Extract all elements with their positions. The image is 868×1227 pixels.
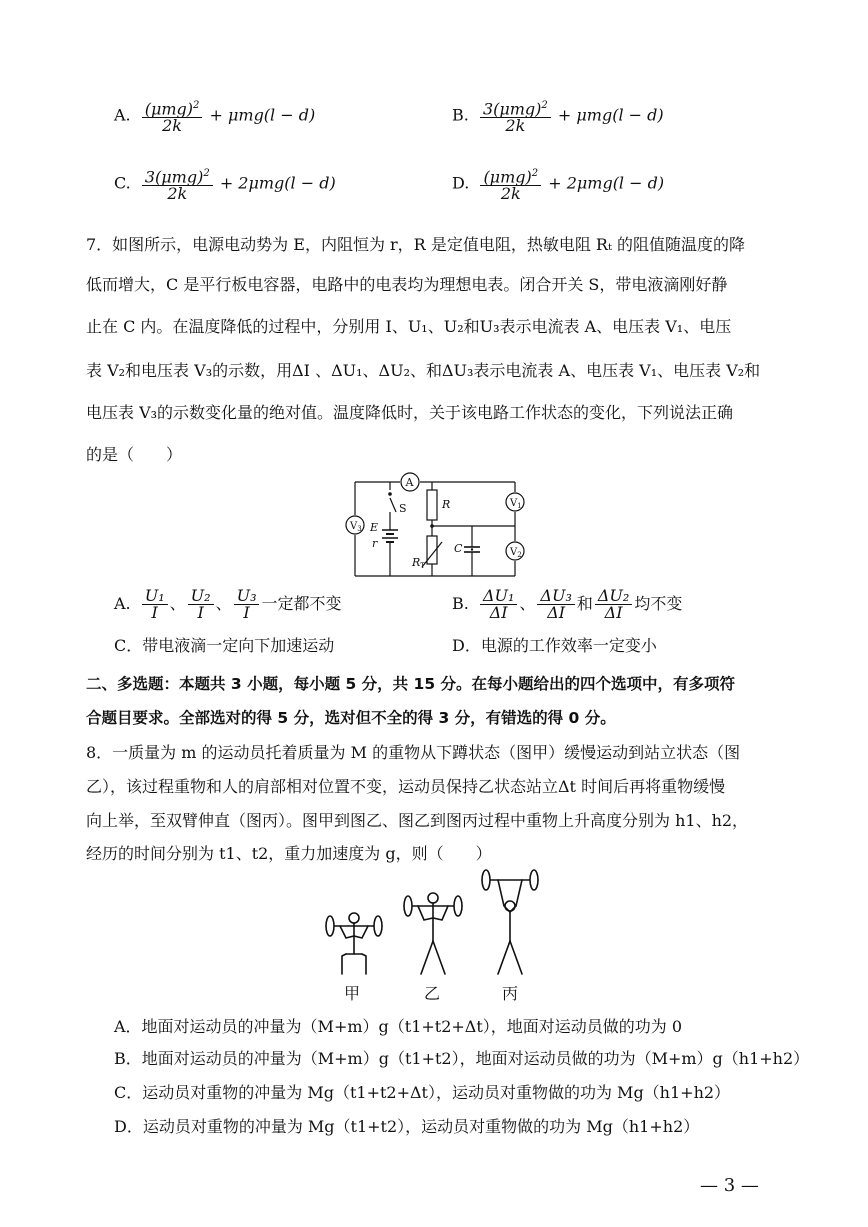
q6-option-c-tail: + 2μmg(l − d) <box>219 173 336 193</box>
emf-label: E <box>370 521 379 534</box>
q7-option-b-frac-2: $\frac{\text{ΔU₃}}{\Delta I}$ <box>537 588 574 621</box>
q7-line-4: 表 V₂和电压表 V₃的示数，用ΔI 、ΔU₁、ΔU₂、和ΔU₃表示电流表 A、电压表 V₁、电压表 V₂和 <box>86 361 761 380</box>
q7-line-2: 低而增大，C 是平行板电容器，电路中的电表均为理想电表。闭合开关 S，带电液滴刚好静 <box>86 275 728 294</box>
ammeter-label: A <box>405 476 414 489</box>
capacitor-label: C <box>454 542 463 555</box>
q6-option-d <box>452 166 664 202</box>
q7-line-3: 止在 C 内。在温度降低的过程中，分别用 I、U₁、U₂和U₃表示电流表 A、电压表 V₁、电压 <box>86 317 732 336</box>
q8-line-3: 向上举，至双臂伸直（图丙）。图甲到图乙、图乙到图丙过程中重物上升高度分别为 h1、h2， <box>86 811 749 830</box>
q7-line-5: 电压表 V₃的示数变化量的绝对值。温度降低时，关于该电路工作状态的变化，下列说法正确 <box>86 403 734 422</box>
svg-text:V1: $V_1$ <box>510 498 522 510</box>
q6-option-a <box>114 98 315 134</box>
q7-option-c: C．带电液滴一定向下加速运动 <box>114 636 335 655</box>
q7-option-a-frac-2: $\frac{\text{U₂}}{I}$ <box>188 588 214 621</box>
section-2-heading-line-2: 合题目要求。全部选对的得 5 分，选对但不全的得 3 分，有错选的得 0 分。 <box>86 709 616 727</box>
figure-caption-bing: 丙 <box>502 984 519 1003</box>
page-number: — 3 — <box>700 1175 759 1196</box>
q7-option-a: A. $\frac{\text{U₁}}{I}$ 、 $\frac{\text{U₂}}{I}$ 、 $\frac{\text{U₃}}{I}$ 一定都不变 <box>114 586 342 622</box>
q8-option-b: B．地面对运动员的冲量为（M+m）g（t1+t2），地面对运动员做的功为（M+m）g（h1+h2） <box>114 1049 810 1068</box>
svg-text:V3: $V_3$ <box>350 521 362 533</box>
q8-option-a: A．地面对运动员的冲量为（M+m）g（t1+t2+Δt），地面对运动员做的功为 0 <box>114 1017 683 1036</box>
q8-option-d: D．运动员对重物的冲量为 Mg（t1+t2），运动员对重物做的功为 Mg（h1+h2） <box>114 1117 700 1136</box>
v2-label: V <box>510 547 518 558</box>
q6-option-b-label: B. <box>452 105 469 125</box>
q7-option-b: B. $\frac{\text{ΔU₁}}{\Delta I}$ 、 $\frac{\text{ΔU₃}}{\Delta I}$ 和 $\frac{\text{ΔU₂}}{\Delta I}$ 均不变 <box>452 586 683 622</box>
thermistor-label: R <box>412 556 421 569</box>
q7-option-d: D．电源的工作效率一定变小 <box>452 636 657 655</box>
resistor-label: R <box>442 498 451 511</box>
q7-option-a-frac-3: $\frac{\text{U₃}}{I}$ <box>234 588 260 621</box>
internal-resistance-label: r <box>372 537 378 550</box>
svg-text:V2: $V_2$ <box>510 547 522 559</box>
q6-option-d-label: D. <box>452 173 470 193</box>
q6-option-b <box>452 98 664 134</box>
q6-option-c-fraction: $\frac{3(\mu mg)^2}{2k}$ <box>142 166 213 202</box>
v3-label: V <box>350 521 358 532</box>
q6-option-d-fraction: $\frac{(\mu mg)^2}{2k}$ <box>480 166 541 202</box>
q8-line-4: 经历的时间分别为 t1、t2，重力加速度为 g，则（ ） <box>86 844 492 863</box>
weightlifter-figures <box>320 866 550 978</box>
q6-option-a-label: A. <box>114 105 131 125</box>
q7-option-b-frac-1: $\frac{\text{ΔU₁}}{\Delta I}$ <box>480 588 517 621</box>
switch-label: S <box>399 502 407 515</box>
q7-option-b-frac-3: $\frac{\text{ΔU₂}}{\Delta I}$ <box>595 588 632 621</box>
q8-line-1: 8．一质量为 m 的运动员托着质量为 M 的重物从下蹲状态（图甲）缓慢运动到站立状态（图 <box>86 743 741 762</box>
v1-label: V <box>510 498 518 509</box>
q7-line-6: 的是（ ） <box>86 445 183 464</box>
q8-line-2: 乙），该过程重物和人的肩部相对位置不变，运动员保持乙状态站立Δt 时间后再将重物缓慢 <box>86 777 726 796</box>
q6-option-c <box>114 166 336 202</box>
q6-option-a-fraction: $\frac{(\mu mg)^2}{2k}$ <box>142 98 203 134</box>
circuit-diagram <box>340 468 530 580</box>
q6-option-c-label: C. <box>114 173 131 193</box>
q6-option-d-tail: + 2μmg(l − d) <box>548 173 665 193</box>
figure-caption-jia: 甲 <box>344 984 361 1003</box>
section-2-heading-line-1: 二、多选题：本题共 3 小题，每小题 5 分，共 15 分。在每小题给出的四个选项中，有多项符 <box>86 675 736 693</box>
q6-option-b-tail: + μmg(l − d) <box>557 105 664 125</box>
q7-line-1: 7．如图所示，电源电动势为 E，内阻恒为 r，R 是定值电阻，热敏电阻 Rₜ 的阻值随温度的降 <box>86 235 745 254</box>
q6-option-b-fraction: $\frac{3(\mu mg)^2}{2k}$ <box>480 98 551 134</box>
figure-caption-yi: 乙 <box>424 984 441 1003</box>
q7-option-a-frac-1: $\frac{\text{U₁}}{I}$ <box>142 588 168 621</box>
q6-option-a-tail: + μmg(l − d) <box>209 105 316 125</box>
q8-option-c: C．运动员对重物的冲量为 Mg（t1+t2+Δt），运动员对重物做的功为 Mg（h1+h2） <box>114 1083 731 1102</box>
svg-text:RT: RT <box>412 556 425 570</box>
